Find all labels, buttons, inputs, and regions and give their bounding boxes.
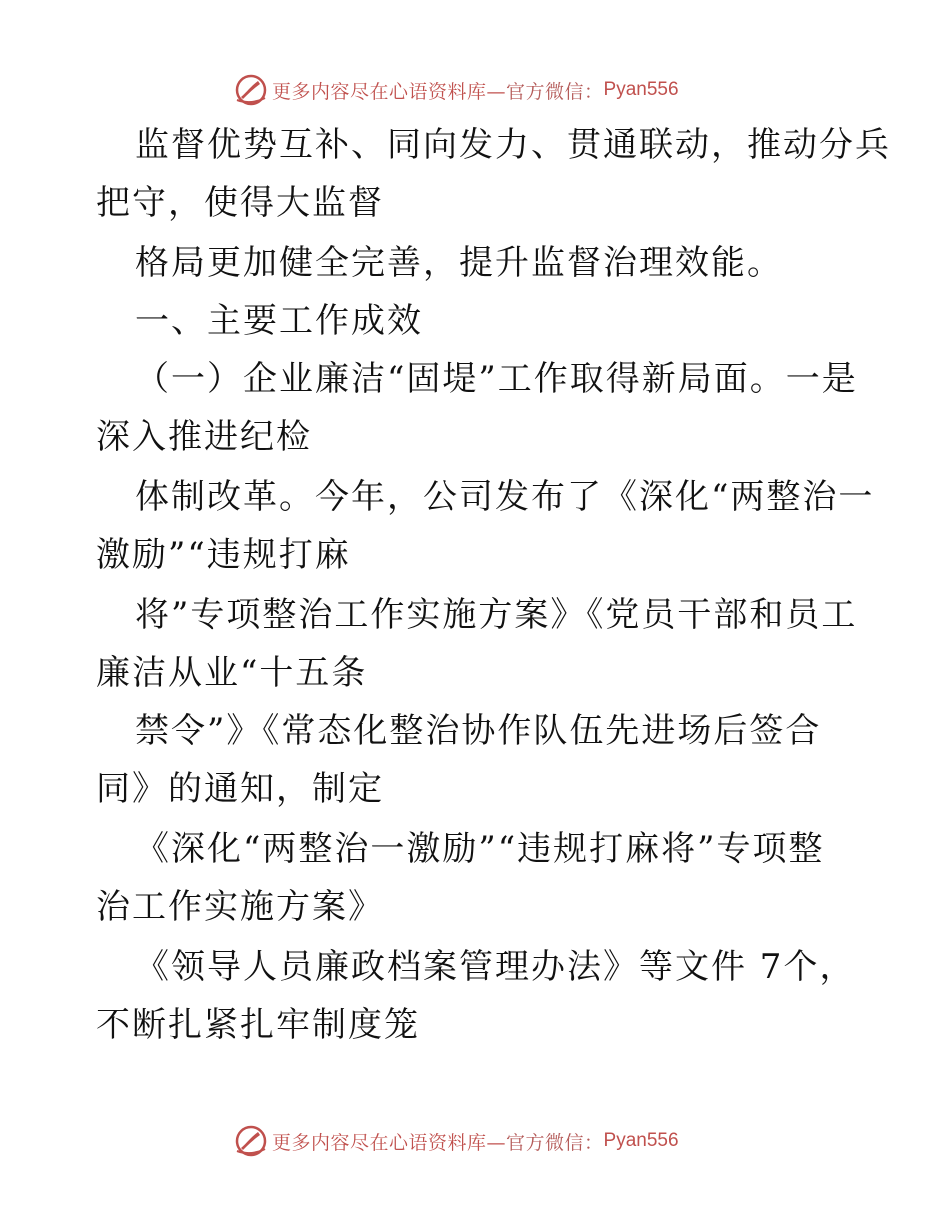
- body-line: 深入推进纪检: [96, 417, 312, 457]
- watermark-text: 更多内容尽在心语资料库—: [272, 1131, 507, 1154]
- body-line: 廉洁从业“十五条: [96, 653, 368, 693]
- body-line: 《领导人员廉政档案管理办法》等文件 7个，: [135, 947, 856, 987]
- body-line: 不断扎紧扎牢制度笼: [96, 1005, 420, 1045]
- watermark-wechat-label: 官方微信：: [506, 1131, 604, 1154]
- watermark-wechat-id: Pyan556: [603, 1130, 679, 1151]
- header-watermark: [234, 72, 679, 108]
- watermark-wechat-label: 官方微信：: [506, 80, 604, 103]
- body-line: 同》的通知，制定: [96, 769, 384, 809]
- body-line: 激励”“违规打麻: [96, 535, 351, 575]
- body-line: 治工作实施方案》: [96, 887, 384, 927]
- watermark-text: 更多内容尽在心语资料库—: [272, 80, 507, 103]
- body-line: 将”专项整治工作实施方案》《党员干部和员工: [135, 595, 858, 635]
- body-line: 禁令”》《常态化整治协作队伍先进场后签合: [135, 711, 822, 751]
- footer-watermark: [234, 1123, 679, 1159]
- body-line: 体制改革。今年，公司发布了《深化“两整治一: [135, 477, 875, 517]
- body-line: 《深化“两整治一激励”“违规打麻将”专项整: [135, 829, 825, 869]
- pen-nib-logo-icon: [234, 73, 268, 107]
- pen-nib-logo-icon: [234, 1124, 268, 1158]
- body-line: 把守，使得大监督: [96, 183, 384, 223]
- body-line: 监督优势互补、同向发力、贯通联动，推动分兵: [135, 125, 891, 165]
- watermark-wechat-id: Pyan556: [603, 79, 679, 100]
- body-line: 格局更加健全完善，提升监督治理效能。: [135, 243, 783, 283]
- subsection-heading: （一）企业廉洁“固堤”工作取得新局面。一是: [135, 359, 858, 399]
- section-heading: 一、主要工作成效: [135, 301, 423, 341]
